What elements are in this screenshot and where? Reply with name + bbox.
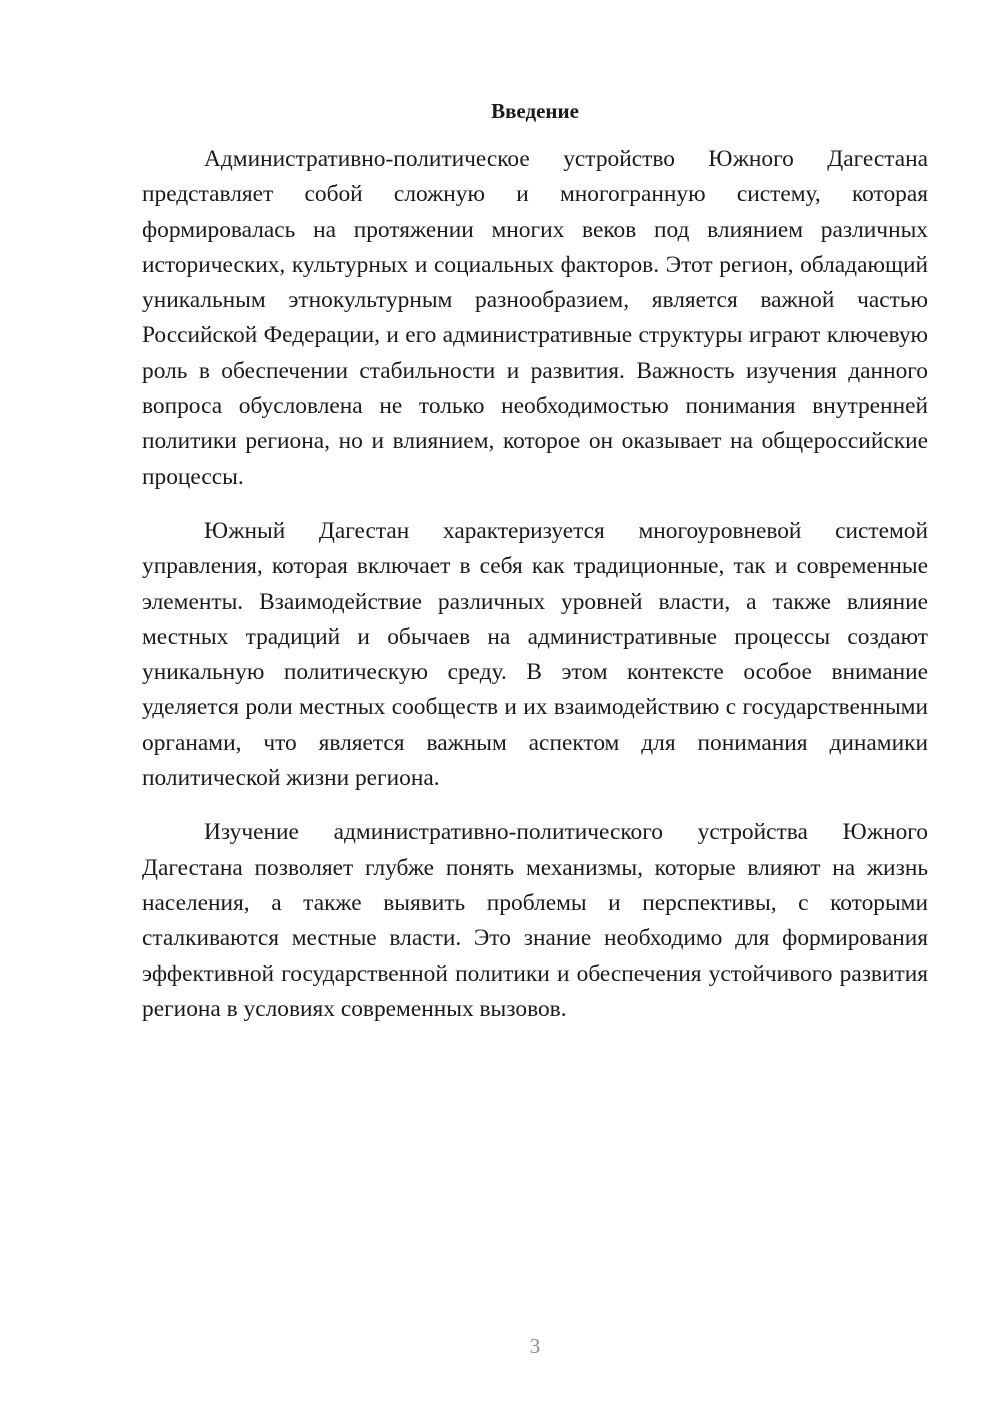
body-text: [142, 142, 928, 1046]
section-heading: Введение: [491, 99, 579, 123]
paragraph-3: Изучение административно-политического устройства Южного Дагестана позволяет глубже понять механизмы, которые влияют на жизнь населения, а также выявить проблемы и перспективы, с которыми сталкиваются местные власти. Это знание необходимо для формирования эффективной государственной политики и обеспечения устойчивого развития региона в условиях современных вызовов.: [142, 819, 928, 1022]
paragraph-1: Административно-политическое устройство Южного Дагестана представляет собой сложную и многогранную систему, которая формировалась на протяжении многих веков под влиянием различных исторических, культурных и социальных факторов. Этот регион, обладающий уникальным этнокультурным разнообразием, является важной частью Российской Федерации, и его административные структуры играют ключевую роль в обеспечении стабильности и развития. Важность изучения данного вопроса обусловлена не только необходимостью понимания внутренней политики региона, но и влиянием, которое он оказывает на общероссийские процессы.: [142, 146, 928, 490]
page-number: 3: [529, 1334, 541, 1358]
paragraph-2: Южный Дагестан характеризуется многоуровневой системой управления, которая включает в себя как традиционные, так и современные элементы. Взаимодействие различных уровней власти, а также влияние местных традиций и обычаев на административные процессы создают уникальную политическую среду. В этом контексте особое внимание уделяется роли местных сообществ и их взаимодействию с государственными органами, что является важным аспектом для понимания динамики политической жизни региона.: [142, 517, 928, 792]
